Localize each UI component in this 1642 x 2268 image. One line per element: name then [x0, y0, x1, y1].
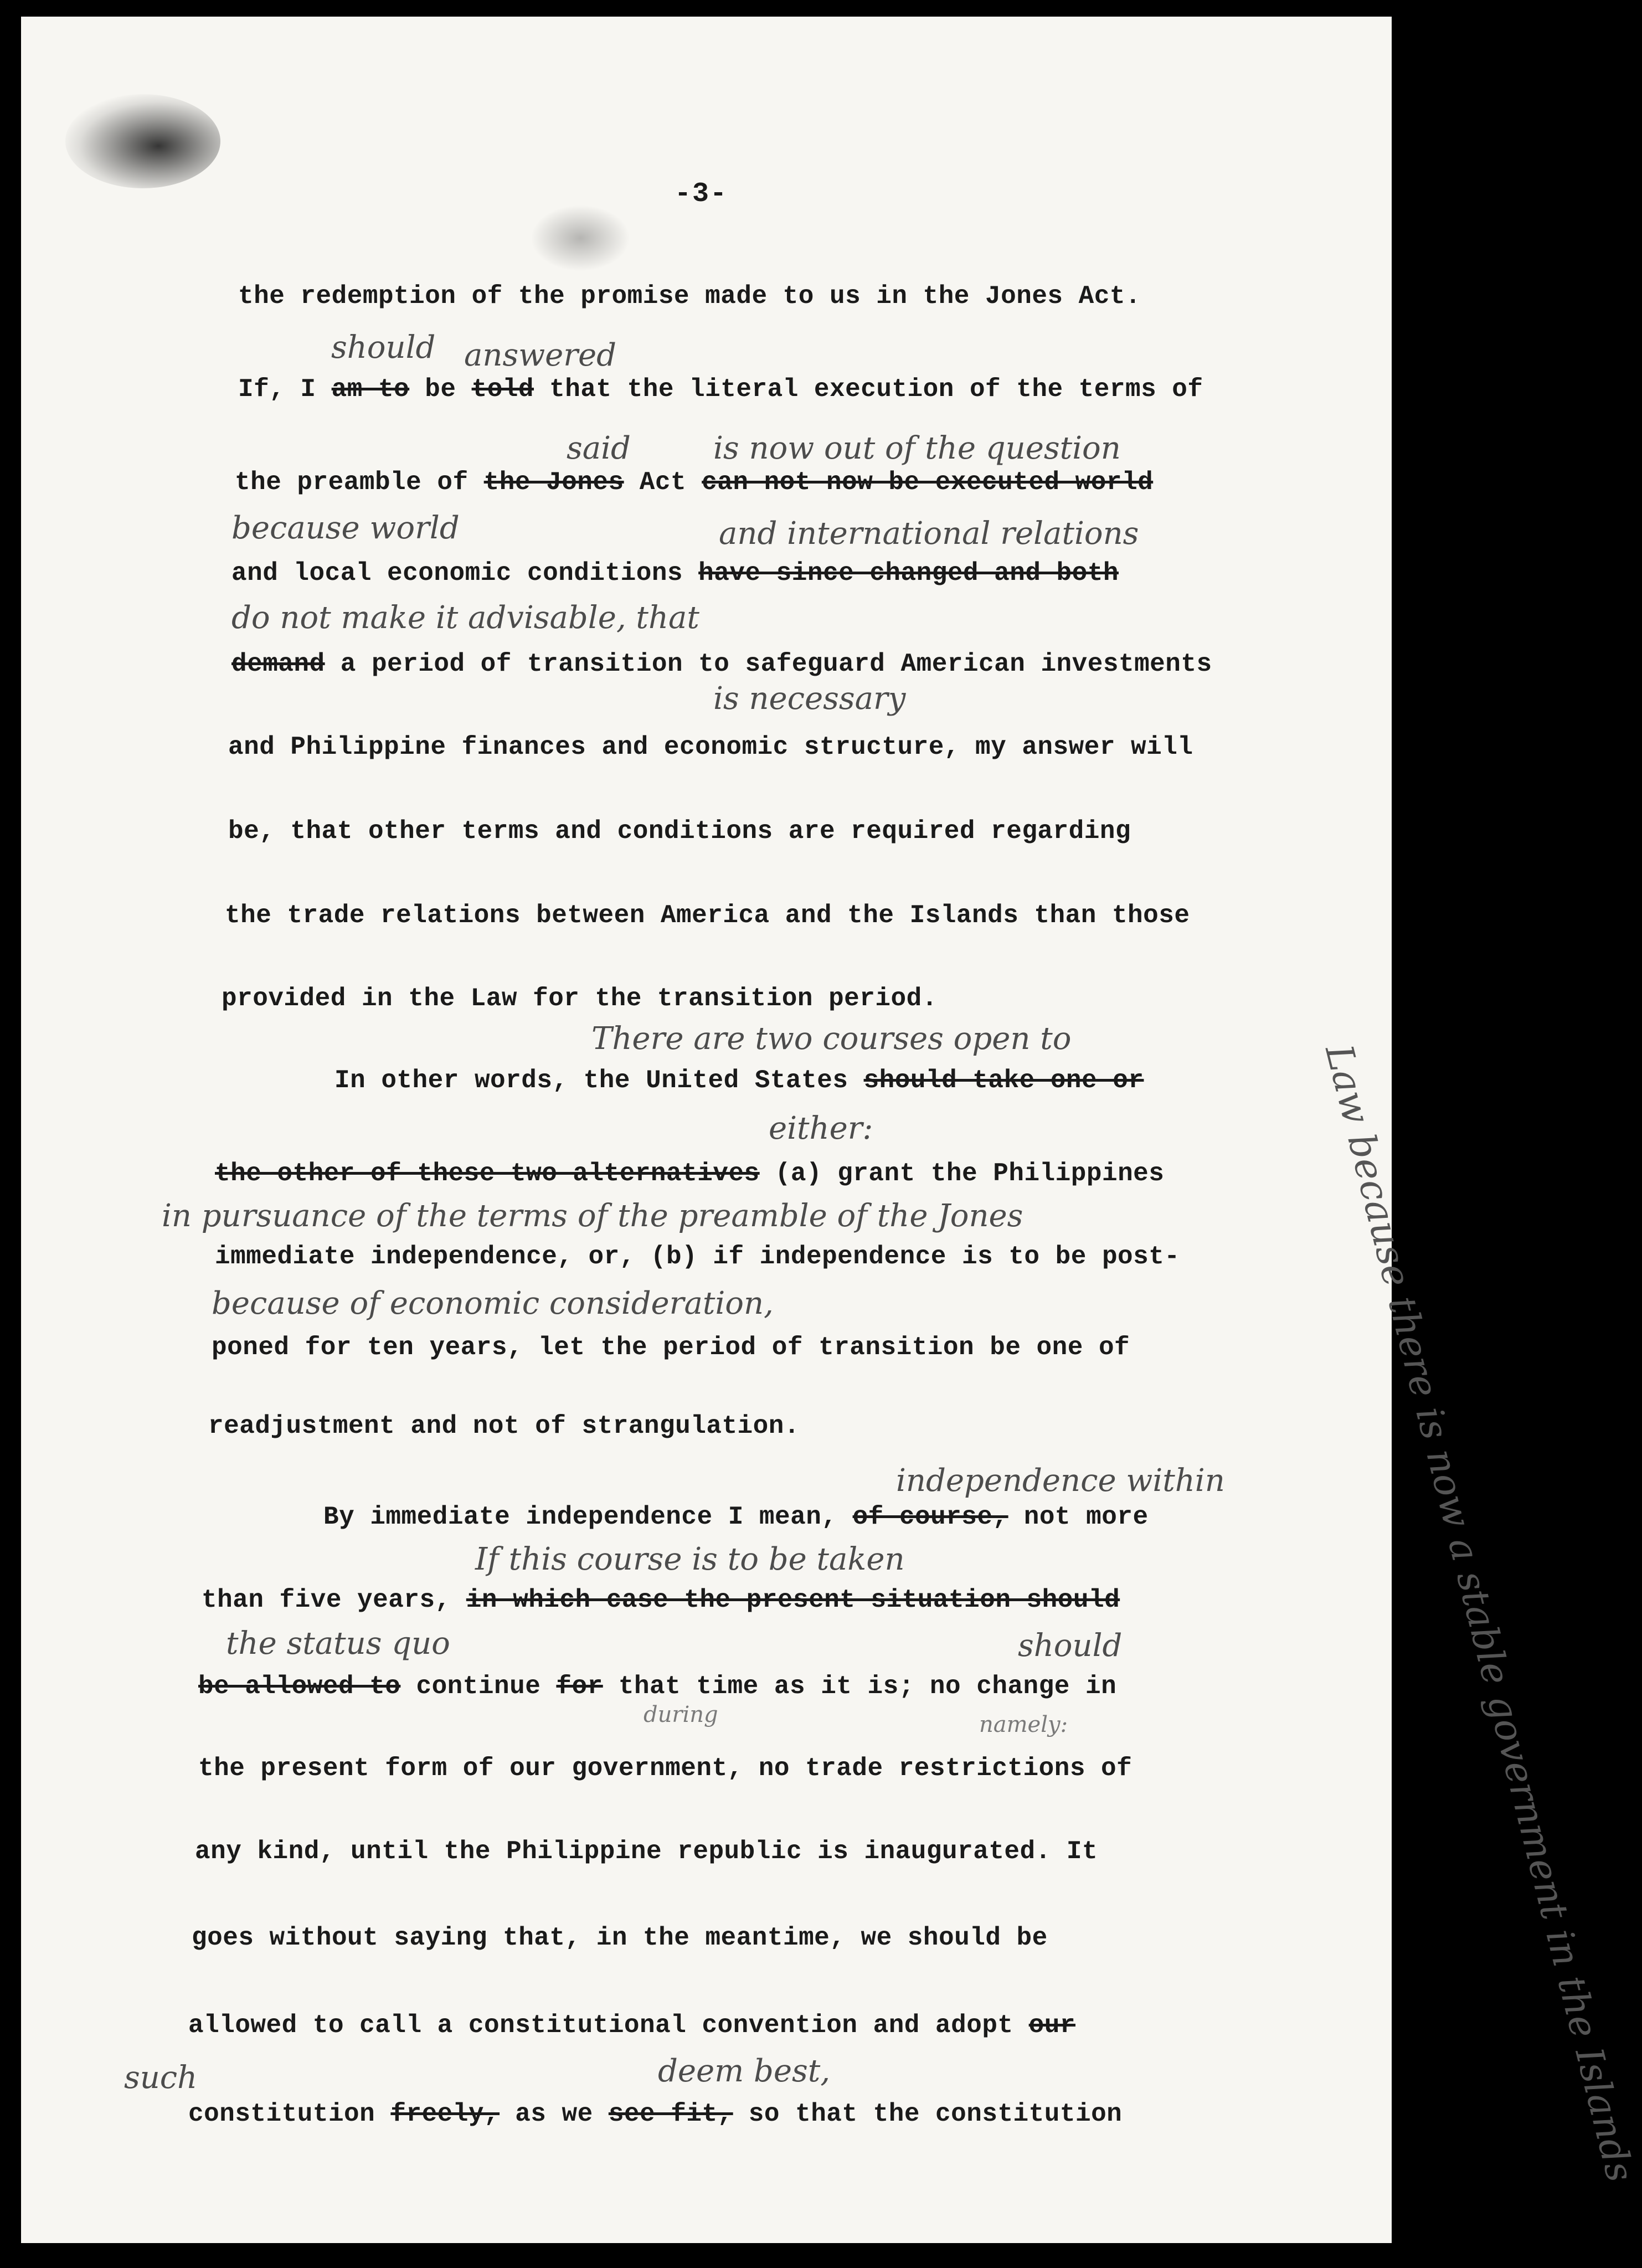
handwritten-note: answered: [464, 337, 617, 373]
struck-text: the Jones: [483, 468, 624, 497]
struck-text: should take one or: [863, 1066, 1144, 1095]
struck-text: see fit,: [608, 2100, 733, 2128]
handwritten-note: should: [331, 330, 436, 366]
typed-text: any kind, until the Philippine republic is inaugurated. It: [195, 1837, 1098, 1866]
handwritten-note: because world: [231, 510, 460, 546]
typed-line: [208, 1413, 800, 1439]
handwritten-note: and international relations: [719, 516, 1139, 552]
typed-line: [222, 986, 938, 1011]
typed-text: By immediate independence I mean,: [323, 1503, 853, 1531]
document-page: [21, 17, 1642, 2243]
typed-text: the redemption of the promise made to us in the Jones Act.: [238, 282, 1141, 311]
typed-text: the preamble of: [235, 468, 484, 497]
typed-line: [198, 1674, 1116, 1699]
typed-line: [188, 2101, 1122, 2127]
typed-text: If, I: [238, 375, 332, 404]
struck-text: in which case the present situation should: [466, 1586, 1120, 1614]
typed-text: goes without saying that, in the meantime, we should be: [192, 1924, 1048, 1952]
typed-text: Act: [624, 468, 702, 497]
struck-text: our: [1028, 2011, 1075, 2040]
typed-line: [323, 1504, 1149, 1530]
handwritten-note: during: [644, 1702, 718, 1727]
struck-text: of course,: [852, 1503, 1008, 1531]
struck-text: am to: [331, 375, 410, 404]
typed-text: constitution: [188, 2100, 391, 2128]
typed-text: the trade relations between America and the Islands than those: [225, 901, 1190, 930]
handwritten-note: deem best,: [658, 2053, 831, 2089]
typed-line: [202, 1587, 1120, 1613]
typed-line: [235, 470, 1153, 495]
typed-text: provided in the Law for the transition period.: [222, 984, 938, 1013]
typed-text: and Philippine finances and economic structure, my answer will: [228, 733, 1193, 762]
typed-text: In other words, the United States: [334, 1066, 864, 1095]
typed-text: the present form of our government, no trade restrictions of: [198, 1754, 1133, 1783]
typed-text: as we: [500, 2100, 609, 2128]
typed-text: a period of transition to safeguard American investments: [325, 650, 1212, 678]
handwritten-note: the status quo: [226, 1626, 450, 1662]
typed-text: immediate independence, or, (b) if independence is to be post-: [215, 1242, 1180, 1271]
handwritten-note: do not make it advisable, that: [231, 600, 699, 636]
handwritten-note: If this course is to be taken: [475, 1541, 905, 1577]
typed-text: that the literal execution of the terms of: [534, 375, 1203, 404]
smudge-mark: [531, 205, 630, 271]
struck-text: told: [471, 375, 534, 404]
typed-line: [192, 1925, 1048, 1951]
typed-text: so that the constitution: [733, 2100, 1123, 2128]
handwritten-note: is necessary: [713, 681, 906, 717]
typed-line: [195, 1839, 1098, 1864]
handwritten-note: because of economic consideration,: [212, 1285, 774, 1321]
typed-text: be, that other terms and conditions are required regarding: [228, 817, 1131, 846]
typed-text: allowed to call a constitutional convention and adopt: [188, 2011, 1029, 2040]
ink-stain: [65, 94, 220, 188]
typed-line: [231, 651, 1212, 677]
typed-line: [228, 734, 1193, 760]
handwritten-margin-note: Law because there is now a stable government in the Islands: [1316, 1040, 1642, 2187]
typed-line: [188, 2013, 1075, 2038]
typed-line: [212, 1335, 1130, 1360]
handwritten-note: said: [567, 430, 631, 466]
handwritten-note: such: [124, 2060, 198, 2096]
handwritten-note: in pursuance of the terms of the preamble of the Jones: [162, 1198, 1023, 1234]
typed-line: [225, 903, 1190, 928]
handwritten-note: independence within: [896, 1463, 1225, 1499]
typed-line: [215, 1244, 1180, 1269]
typed-text: and local economic conditions: [231, 559, 699, 588]
struck-text: be allowed to: [198, 1672, 401, 1701]
handwritten-note: namely:: [979, 1712, 1068, 1737]
typed-line: [238, 377, 1203, 402]
handwritten-note: There are two courses open to: [591, 1021, 1072, 1057]
struck-text: demand: [231, 650, 325, 678]
handwritten-note: is now out of the question: [713, 430, 1121, 466]
typed-text: continue: [400, 1672, 557, 1701]
page-number: -3-: [675, 178, 728, 210]
typed-text: that time as it is; no change in: [603, 1672, 1117, 1701]
typed-text: poned for ten years, let the period of transition be one of: [212, 1333, 1130, 1362]
typed-line: [238, 284, 1141, 309]
typed-text: than five years,: [202, 1586, 466, 1614]
typed-line: [231, 560, 1119, 586]
typed-text: (a) grant the Philippines: [759, 1159, 1165, 1188]
typed-line: [215, 1161, 1164, 1186]
struck-text: freely,: [390, 2100, 500, 2128]
typed-line: [198, 1756, 1132, 1781]
struck-text: have since changed and both: [698, 559, 1119, 588]
typed-line: [334, 1068, 1144, 1093]
struck-text: the other of these two alternatives: [215, 1159, 760, 1188]
handwritten-note: either:: [769, 1110, 873, 1146]
typed-text: readjustment and not of strangulation.: [208, 1412, 800, 1441]
handwritten-note: should: [1018, 1628, 1123, 1664]
struck-text: can not now be executed world: [702, 468, 1154, 497]
typed-text: be: [409, 375, 472, 404]
typed-line: [228, 819, 1131, 844]
struck-text: for: [556, 1672, 603, 1701]
typed-text: not more: [1008, 1503, 1149, 1531]
